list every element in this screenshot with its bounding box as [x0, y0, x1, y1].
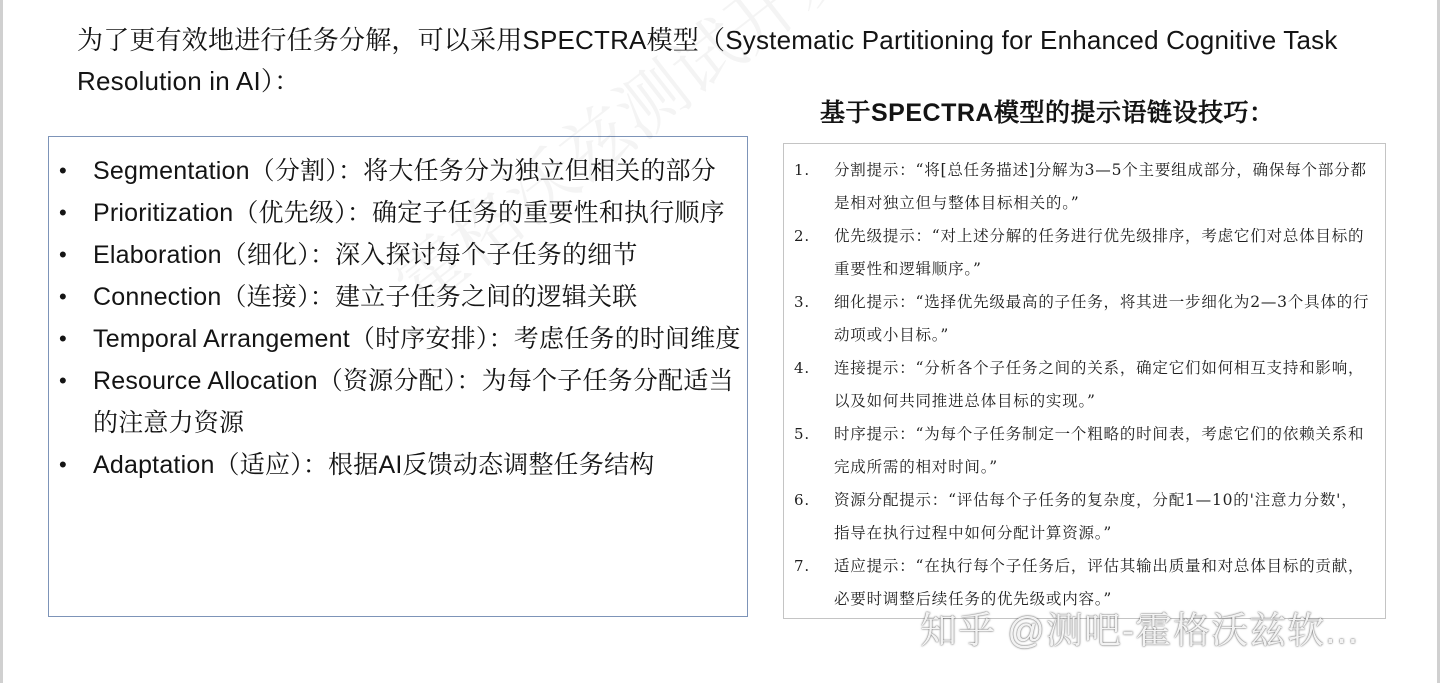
intro-paragraph: 为了更有效地进行任务分解，可以采用SPECTRA模型（Systematic Partitioning for Enhanced Cognitive Task Resolution in AI）：	[77, 25, 1338, 96]
item-number: 5.	[794, 425, 810, 443]
item-text: 时序提示：“为每个子任务制定一个粗略的时间表，考虑它们的依赖关系和完成所需的相对时间。”	[834, 425, 1365, 476]
item-number: 1.	[794, 161, 810, 179]
item-number: 3.	[794, 293, 810, 311]
bullet-icon: •	[59, 326, 67, 351]
numbered-item	[784, 154, 1387, 220]
item-number: 2.	[794, 227, 810, 245]
numbered-item	[784, 220, 1387, 286]
list-item	[49, 444, 749, 486]
bullet-icon: •	[59, 158, 67, 183]
spectra-components-list	[49, 150, 749, 486]
list-item	[49, 276, 749, 318]
prompt-chain-title: 基于SPECTRA模型的提示语链设技巧：	[820, 99, 1275, 127]
list-item-text: Connection（连接）：建立子任务之间的逻辑关联	[93, 283, 638, 311]
list-item	[49, 318, 749, 360]
item-number: 6.	[794, 491, 810, 509]
list-item	[49, 360, 749, 444]
item-text: 优先级提示：“对上述分解的任务进行优先级排序，考虑它们对总体目标的重要性和逻辑顺序。”	[834, 227, 1365, 278]
item-text: 细化提示：“选择优先级最高的子任务，将其进一步细化为2—3个具体的行动项或小目标。”	[834, 293, 1370, 344]
list-item-text: Adaptation（适应）：根据AI反馈动态调整任务结构	[93, 451, 655, 479]
zhihu-watermark: 知乎 @测吧-霍格沃兹软...	[920, 610, 1359, 651]
list-item	[49, 234, 749, 276]
numbered-item	[784, 286, 1387, 352]
item-text: 适应提示：“在执行每个子任务后，评估其输出质量和对总体目标的贡献，必要时调整后续任务的优先级或内容。”	[834, 557, 1365, 608]
numbered-item	[784, 418, 1387, 484]
list-item-text: Temporal Arrangement（时序安排）：考虑任务的时间维度	[93, 325, 741, 353]
bullet-icon: •	[59, 200, 67, 225]
list-item	[49, 150, 749, 192]
left-page-edge	[0, 0, 3, 683]
bullet-icon: •	[59, 452, 67, 477]
item-text: 连接提示：“分析各个子任务之间的关系，确定它们如何相互支持和影响，以及如何共同推进总体目标的实现。”	[834, 359, 1365, 410]
numbered-item	[784, 484, 1387, 550]
numbered-item	[784, 352, 1387, 418]
bullet-icon: •	[59, 242, 67, 267]
spectra-components-box	[48, 136, 748, 617]
list-item-text: Elaboration（细化）：深入探讨每个子任务的细节	[93, 241, 638, 269]
list-item-text: Prioritization（优先级）：确定子任务的重要性和执行顺序	[93, 199, 725, 227]
bullet-icon: •	[59, 284, 67, 309]
item-number: 7.	[794, 557, 810, 575]
list-item-text: Segmentation（分割）：将大任务分为独立但相关的部分	[93, 157, 716, 185]
prompt-chain-box	[783, 143, 1386, 619]
bullet-icon: •	[59, 368, 67, 393]
list-item-text: Resource Allocation（资源分配）：为每个子任务分配适当的注意力资源	[93, 367, 734, 437]
item-text: 资源分配提示：“评估每个子任务的复杂度，分配1—10的'注意力分数'，指导在执行过程中如何分配计算资源。”	[834, 491, 1358, 542]
item-number: 4.	[794, 359, 810, 377]
list-item	[49, 192, 749, 234]
prompt-chain-list	[784, 154, 1387, 616]
item-text: 分割提示：“将[总任务描述]分解为3—5个主要组成部分，确保每个部分都是相对独立但与整体目标相关的。”	[834, 161, 1367, 212]
